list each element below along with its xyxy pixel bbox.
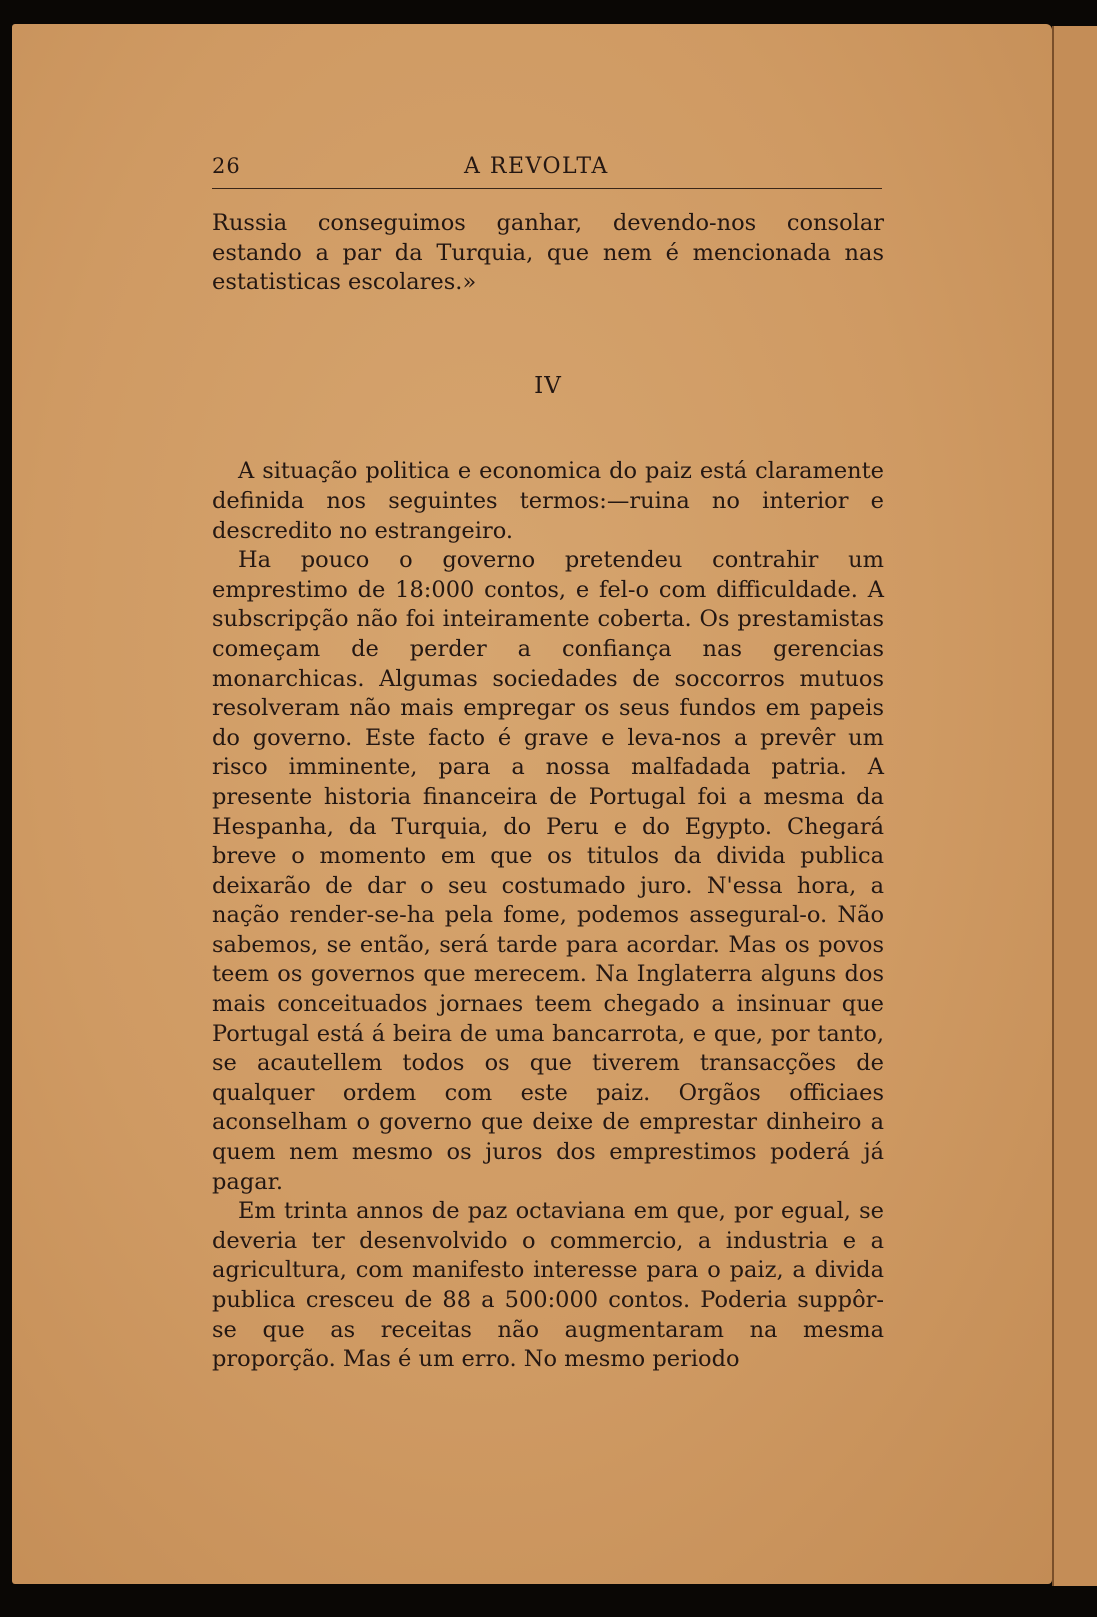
header-rule <box>212 188 882 189</box>
page-number: 26 <box>212 154 241 178</box>
paragraph-1: A situação politica e economica do paiz está claramente definida nos seguintes termos:—ruina no interior e descredito no estrangeiro. <box>212 458 884 544</box>
running-title: A REVOLTA <box>464 154 609 179</box>
paragraph-2: Ha pouco o governo pretendeu contrahir um emprestimo de 18:000 contos, e fel-o com difficuldade. A subscripção não foi inteiramente coberta. Os prestamistas começam de perder a confiança nas gerencias monarchicas. Algumas sociedades de soccorros mutuos resolveram não mais empregar os seus fundos em papeis do governo. Este facto é grave e leva-nos a prevêr um risco imminente, para a nossa malfadada patria. A presente historia financeira de Portugal foi a mesma da Hespanha, da Turquia, do Peru e do Egypto. Chegará breve o momento em que os titulos da divida publica deixarão de dar o seu costumado juro. N'essa hora, a nação render-se-ha pela fome, podemos assegural-o. Não sabemos, se então, será tarde para acordar. Mas os povos teem os governos que merecem. Na Inglaterra alguns dos mais conceituados jornaes teem chegado a insinuar que Portugal está á beira de uma bancarrota, e que, por tanto, se acautellem todos os que tiverem transacções de qualquer ordem com este paiz. Orgãos officiaes aconselham o governo que deixe de emprestar dinheiro a quem nem mesmo os juros dos emprestimos poderá já pagar. <box>212 547 884 1195</box>
page-content <box>212 146 884 1375</box>
continuation-paragraph: Russia conseguimos ganhar, devendo-nos consolar estando a par da Turquia, que nem é mencionada nas estatisticas escolares.» <box>212 210 884 296</box>
body-text <box>212 209 884 1375</box>
adjacent-page-edge <box>1052 26 1097 1586</box>
section-heading: IV <box>534 372 562 399</box>
paragraph-3: Em trinta annos de paz octaviana em que, por egual, se deveria ter desenvolvido o commercio, a industria e a agricultura, com manifesto interesse para o paiz, a divida publica cresceu de 88 a 500:000 contos. Poderia suppôr-se que as receitas não augmentaram na mesma proporção. Mas é um erro. No mesmo periodo <box>212 1198 884 1373</box>
running-head <box>212 146 884 182</box>
